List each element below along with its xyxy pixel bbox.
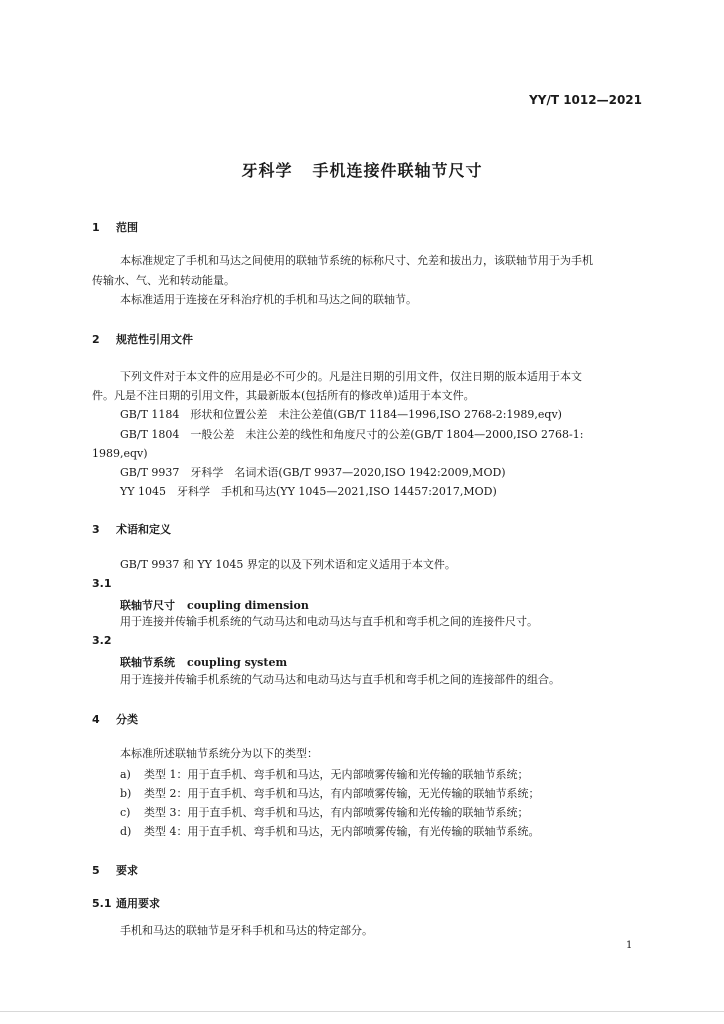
general-requirements-paragraph: 手机和马达的联轴节是牙科手机和马达的特定部分。 xyxy=(120,924,373,937)
term-3-1-en: coupling dimension xyxy=(187,599,309,612)
bottom-divider xyxy=(0,1011,724,1012)
section-1-heading: 1 范围 xyxy=(92,221,138,234)
term-3-1-number: 3.1 xyxy=(92,577,112,590)
scope-paragraph-line-2: 传输水、气、光和转动能量。 xyxy=(92,274,235,287)
classification-intro: 本标准所述联轴节系统分为以下的类型： xyxy=(120,747,318,760)
term-3-2-definition: 用于连接并传输手机系统的气动马达和电动马达与直手机和弯手机之间的连接部件的组合。 xyxy=(120,673,560,686)
standard-number: YY/T 1012—2021 xyxy=(529,93,642,107)
section-3-heading: 3 术语和定义 xyxy=(92,523,171,536)
page-number: 1 xyxy=(626,940,633,951)
term-3-2-number: 3.2 xyxy=(92,634,112,647)
terms-intro: GB/T 9937 和 YY 1045 界定的以及下列术语和定义适用于本文件。 xyxy=(120,558,456,571)
classification-item-c: c) 类型 3：用于直手机、弯手机和马达，有内部喷雾传输和光传输的联轴节系统； xyxy=(120,806,529,819)
references-intro-line-2: 件。凡是不注日期的引用文件，其最新版本(包括所有的修改单)适用于本文件。 xyxy=(92,389,475,402)
term-3-1-definition: 用于连接并传输手机系统的气动马达和电动马达与直手机和弯手机之间的连接件尺寸。 xyxy=(120,615,538,628)
classification-item-a: a) 类型 1：用于直手机、弯手机和马达，无内部喷雾传输和光传输的联轴节系统； xyxy=(120,768,529,781)
section-4-heading: 4 分类 xyxy=(92,713,138,726)
term-3-2-en: coupling system xyxy=(187,656,288,669)
scope-paragraph-line-1: 本标准规定了手机和马达之间使用的联轴节系统的标称尺寸、允差和拔出力，该联轴节用于为手机 xyxy=(120,254,593,267)
reference-gbt-1804-line-2: 1989,eqv) xyxy=(92,447,148,460)
classification-item-d: d) 类型 4：用于直手机、弯手机和马达，无内部喷雾传输，有光传输的联轴节系统。 xyxy=(120,825,540,838)
section-5-heading: 5 要求 xyxy=(92,864,138,877)
reference-yy-1045: YY 1045 牙科学 手机和马达(YY 1045—2021,ISO 14457:2017,MOD) xyxy=(120,485,497,498)
reference-gbt-1184: GB/T 1184 形状和位置公差 未注公差值(GB/T 1184—1996,ISO 2768-2:1989,eqv) xyxy=(120,408,562,421)
term-3-2 xyxy=(120,654,287,670)
term-3-1-zh: 联轴节尺寸 xyxy=(120,599,175,612)
document-title xyxy=(0,158,724,181)
classification-item-b: b) 类型 2：用于直手机、弯手机和马达，有内部喷雾传输，无光传输的联轴节系统； xyxy=(120,787,540,800)
reference-gbt-9937: GB/T 9937 牙科学 名词术语(GB/T 9937—2020,ISO 1942:2009,MOD) xyxy=(120,466,506,479)
term-3-2-zh: 联轴节系统 xyxy=(120,656,175,669)
term-3-1 xyxy=(120,597,309,613)
title-part-1: 牙科学 xyxy=(241,161,293,180)
references-intro-line-1: 下列文件对于本文件的应用是必不可少的。凡是注日期的引用文件，仅注日期的版本适用于本文 xyxy=(120,370,582,383)
title-part-2: 手机连接件联轴节尺寸 xyxy=(312,161,483,180)
section-2-heading: 2 规范性引用文件 xyxy=(92,333,193,346)
reference-gbt-1804-line-1: GB/T 1804 一般公差 未注公差的线性和角度尺寸的公差(GB/T 1804—2000,ISO 2768-1: xyxy=(120,428,584,441)
section-5-1-heading: 5.1 通用要求 xyxy=(92,897,160,910)
scope-paragraph-2: 本标准适用于连接在牙科治疗机的手机和马达之间的联轴节。 xyxy=(120,293,417,306)
